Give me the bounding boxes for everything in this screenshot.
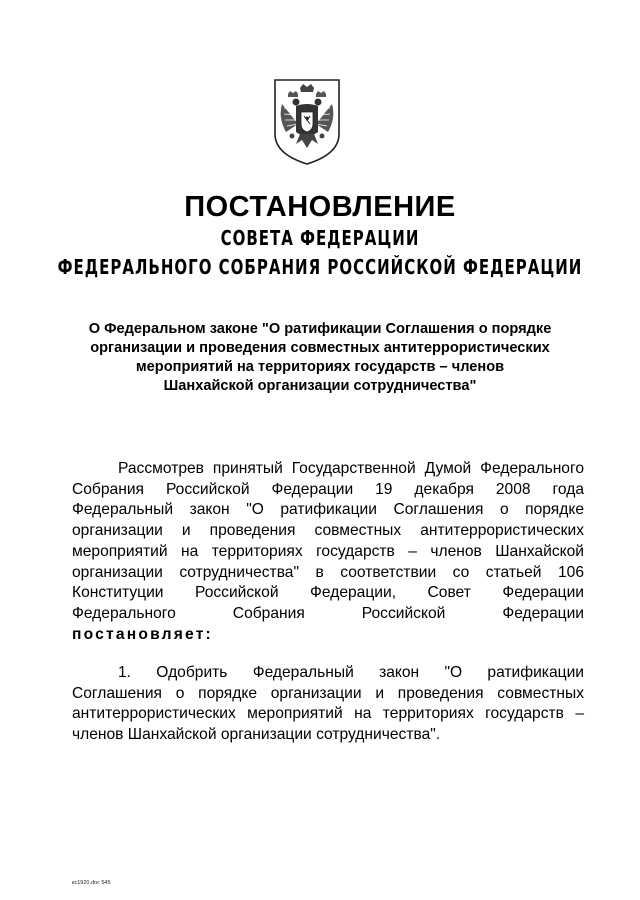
subject-line: Шанхайской организации сотрудничества" xyxy=(163,378,477,394)
paragraph-line: Рассмотрев принятый Государственной Думой Федерального xyxy=(118,460,584,477)
resolution-subject xyxy=(60,320,580,396)
paragraph-line: Федерального Собрания Российской Федерации xyxy=(72,604,584,622)
preamble-paragraph xyxy=(72,459,584,645)
paragraph-line: Соглашения о порядке организации и проведения совместных xyxy=(72,684,584,702)
resolves-word: постановляет: xyxy=(72,625,213,643)
paragraph-line: антитеррористических мероприятий на территориях государств – xyxy=(72,705,584,723)
coat-of-arms-emblem-icon xyxy=(272,78,342,166)
subject-line: О Федеральном законе "О ратификации Соглашения о порядке xyxy=(88,321,552,337)
document-file-code: кс1920.doc 545 xyxy=(72,880,111,886)
paragraph-line: мероприятий на территориях государств – членов Шанхайской xyxy=(72,542,584,560)
paragraph-line: Собрания Российской Федерации 19 декабря 2008 года xyxy=(72,480,584,498)
subject-line: мероприятий на территориях государств – членов xyxy=(135,359,505,375)
document-subtitle-line2: ФЕДЕРАЛЬНОГО СОБРАНИЯ РОССИЙСКОЙ ФЕДЕРАЦИИ xyxy=(57,255,583,280)
subject-line: организации и проведения совместных антитеррористических xyxy=(90,340,550,356)
paragraph-line: организации сотрудничества" в соответствии со статьей 106 xyxy=(72,563,584,581)
paragraph-line: Конституции Российской Федерации, Совет Федерации xyxy=(72,584,584,602)
paragraph-line: Федеральный закон "О ратификации Соглашения о порядке xyxy=(72,501,584,519)
paragraph-line: 1. Одобрить Федеральный закон "О ратификации xyxy=(118,664,584,681)
document-subtitle-line1: СОВЕТА ФЕДЕРАЦИИ xyxy=(220,226,420,251)
paragraph-line: организации и проведения совместных антитеррористических xyxy=(72,522,584,540)
document-title: ПОСТАНОВЛЕНИЕ xyxy=(184,191,456,223)
clause-1-paragraph xyxy=(72,663,584,746)
paragraph-line: членов Шанхайской организации сотрудничества". xyxy=(72,726,441,744)
